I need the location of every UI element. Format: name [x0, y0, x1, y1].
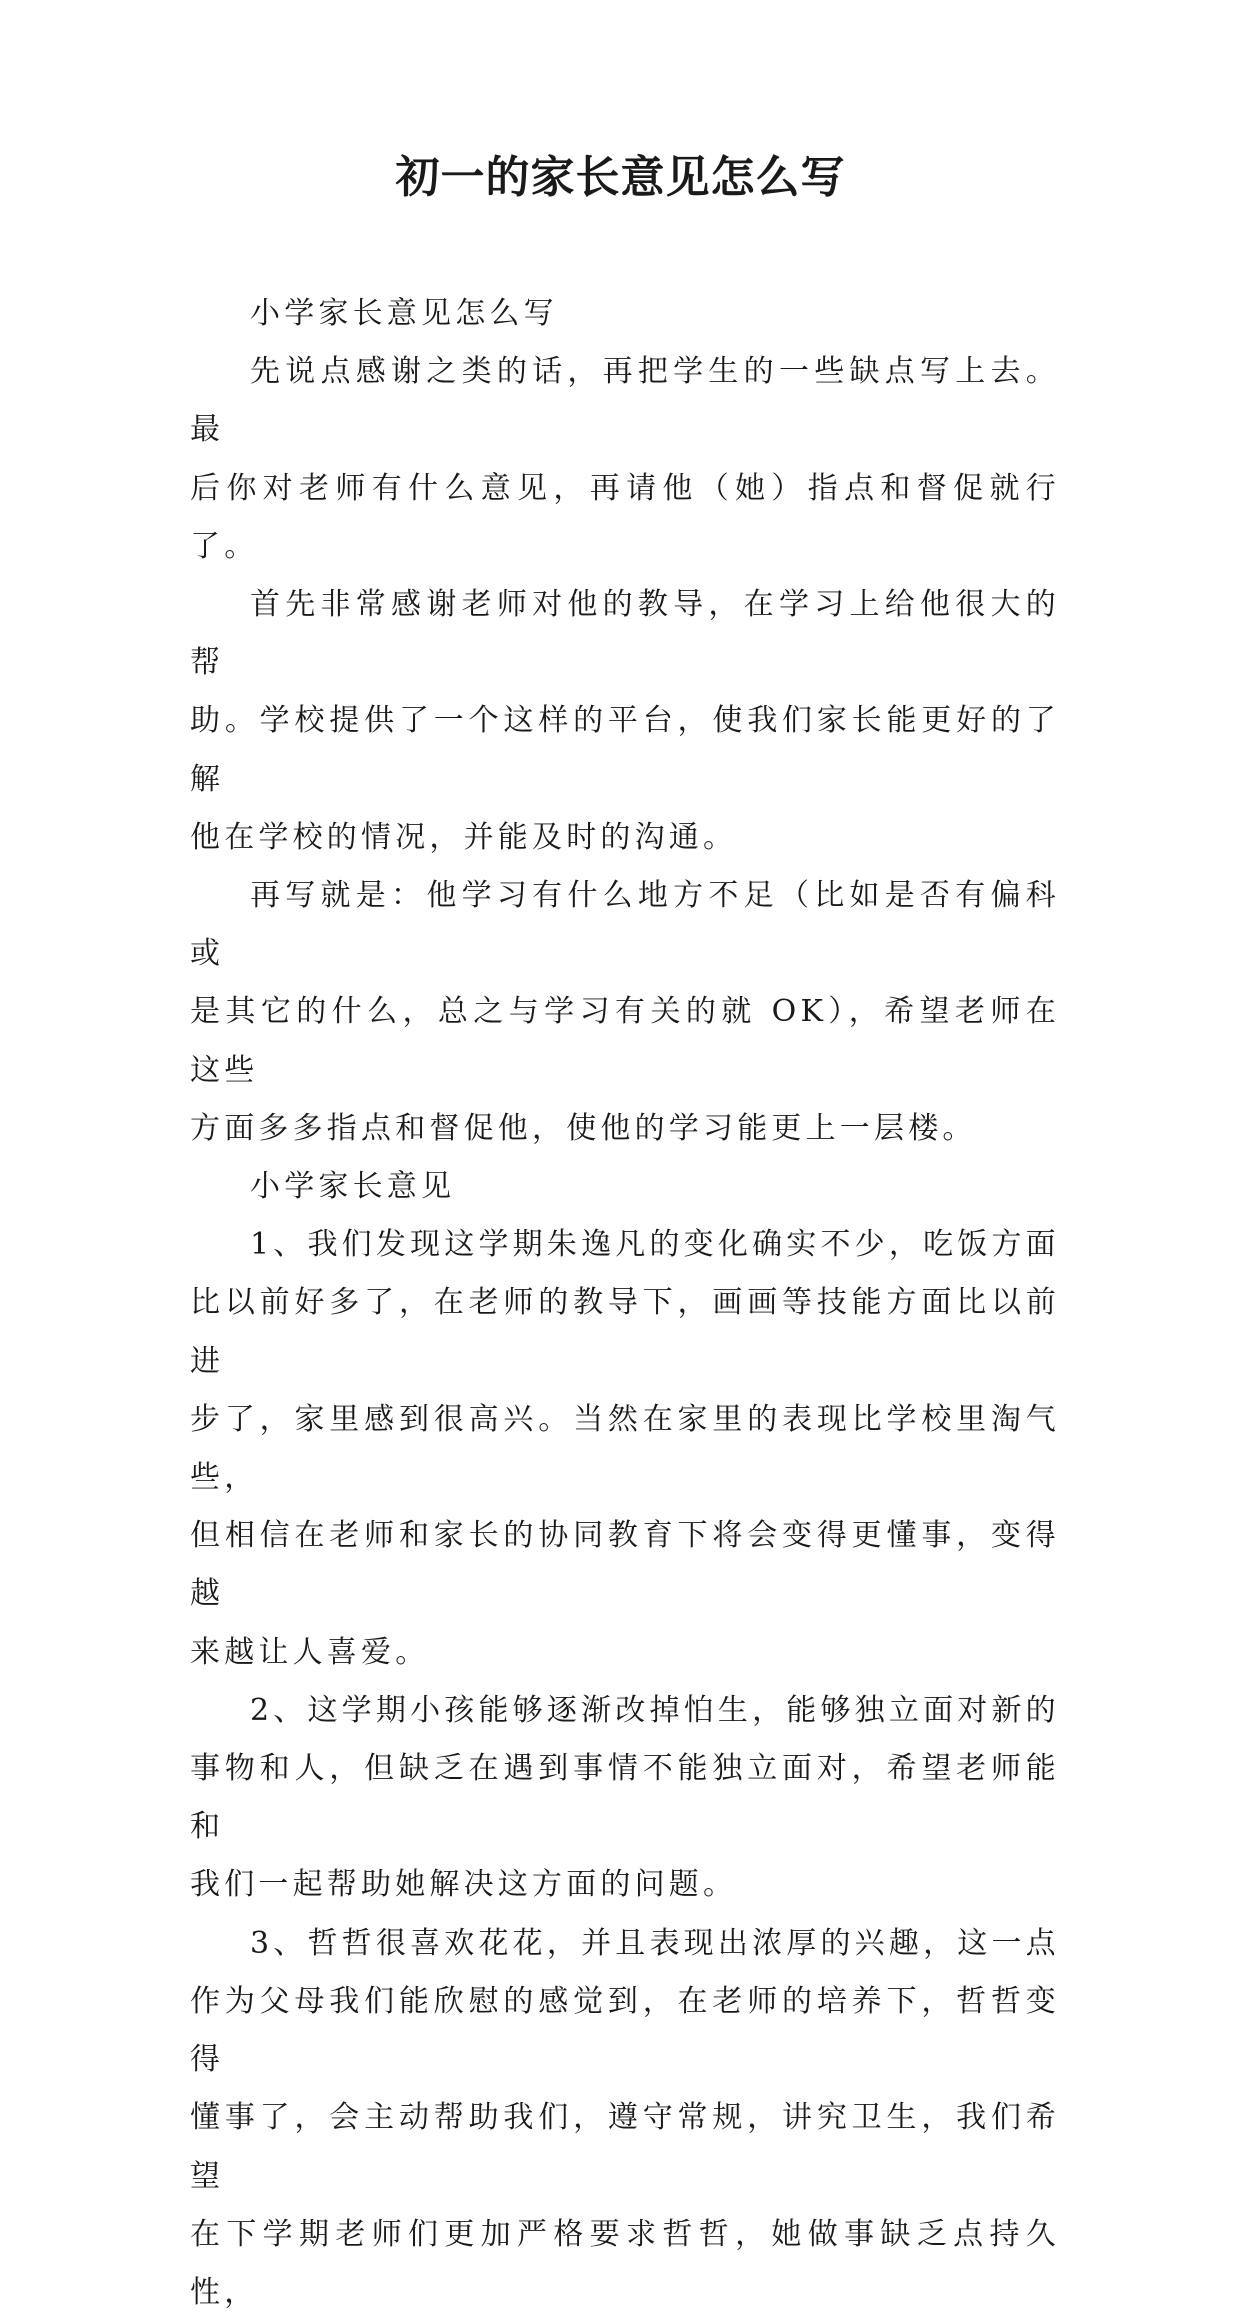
paragraph-item-3: 3、哲哲很喜欢花花，并且表现出浓厚的兴趣，这一点 作为父母我们能欣慰的感觉到，在老师的培养下，哲哲变得 懂事了，会主动帮助我们，遵守常规，讲究卫生，我们希望 在下学期老师们更加严格要求哲哲，她做事缺乏点持久性，	[190, 1925, 1060, 2310]
document-body	[190, 285, 1060, 2322]
paragraph-item-1: 1、我们发现这学期朱逸凡的变化确实不少，吃饭方面 比以前好多了，在老师的教导下，画画等技能方面比以前进 步了，家里感到很高兴。当然在家里的表现比学校里淘气些， 但相信在老师和家长的协同教育下将会变得更懂事，变得越 来越让人喜爱。	[190, 1227, 1060, 1670]
paragraph-gratitude: 首先非常感谢老师对他的教导，在学习上给他很大的帮 助。学校提供了一个这样的平台，使我们家长能更好的了解 他在学校的情况，并能及时的沟通。	[190, 587, 1060, 855]
paragraph-item-2: 2、这学期小孩能够逐渐改掉怕生，能够独立面对新的 事物和人，但缺乏在遇到事情不能独立面对，希望老师能和 我们一起帮助她解决这方面的问题。	[190, 1692, 1060, 1903]
paragraph-shortcomings: 再写就是：他学习有什么地方不足（比如是否有偏科或 是其它的什么，总之与学习有关的就 OK），希望老师在这些 方面多多指点和督促他，使他的学习能更上一层楼。	[190, 878, 1060, 1146]
document-title: 初一的家长意见怎么写	[395, 152, 846, 203]
subheading-how-to-write: 小学家长意见怎么写	[250, 296, 558, 331]
subheading-parent-opinions: 小学家长意见	[250, 1169, 456, 1205]
paragraph-thanks-advice: 先说点感谢之类的话，再把学生的一些缺点写上去。最 后你对老师有什么意见，再请他（她）指点和督促就行了。	[190, 354, 1060, 564]
